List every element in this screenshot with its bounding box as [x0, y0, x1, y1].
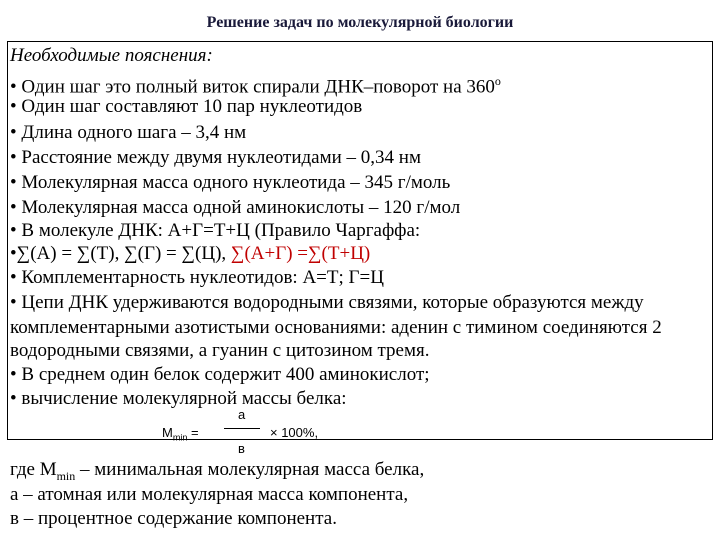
footer-line-1: где $M_{min}$ – минимальная молекулярная масса белка, — [10, 459, 425, 483]
explanation-line-8: •∑(А) = ∑(Т), ∑(Г) = ∑(Ц), ∑(А+Г) =∑(Т+Ц) — [10, 243, 371, 264]
page-title: Решение задач по молекулярной биологии — [206, 14, 514, 31]
formula-numerator: а — [238, 407, 246, 422]
formula-lhs: $M_{min}$ = — [162, 425, 199, 443]
explanation-line-11: комплементарными азотистыми основаниями: аденин с тимином соединяются 2 — [10, 317, 662, 338]
explanation-line-2: • Один шаг составляют 10 пар нуклеотидов — [10, 96, 363, 117]
explanation-line-4: • Расстояние между двумя нуклеотидами – 0,34 нм — [10, 147, 421, 168]
explanation-line-7: • В молекуле ДНК: А+Г=Т+Ц (Правило Чаргаффа: — [10, 220, 421, 241]
explanation-line-9: • Комплементарность нуклеотидов: А=Т; Г=Ц — [10, 267, 384, 288]
explanation-line-12: водородными связями, а гуанин с цитозином тремя. — [10, 340, 430, 361]
explanation-line-1: • Один шаг это полный виток спирали ДНК–поворот на $360^о$ — [10, 74, 501, 98]
explanation-line-6: • Молекулярная масса одной аминокислоты – 120 г/мол — [10, 197, 461, 218]
explanation-line-13: • В среднем один белок содержит 400 аминокислот; — [10, 364, 430, 385]
explanation-line-14: • вычисление молекулярной массы белка: — [10, 388, 347, 409]
intro-heading: Необходимые пояснения: — [10, 45, 213, 66]
formula-multiplier: × 100%, — [270, 425, 319, 440]
footer-line-3: в – процентное содержание компонента. — [10, 508, 337, 529]
footer-line-2: а – атомная или молекулярная масса компонента, — [10, 484, 409, 505]
protein-mass-formula — [162, 407, 362, 457]
explanation-line-10: • Цепи ДНК удерживаются водородными связями, которые образуются между — [10, 292, 644, 313]
explanation-line-5: • Молекулярная масса одного нуклеотида – 345 г/моль — [10, 172, 451, 193]
chargaff-rule-highlight: ∑(А+Г) =∑(Т+Ц) — [230, 243, 371, 264]
explanation-line-3: • Длина одного шага – 3,4 нм — [10, 122, 247, 143]
fraction-bar — [224, 428, 260, 429]
formula-denominator: в — [238, 441, 245, 456]
